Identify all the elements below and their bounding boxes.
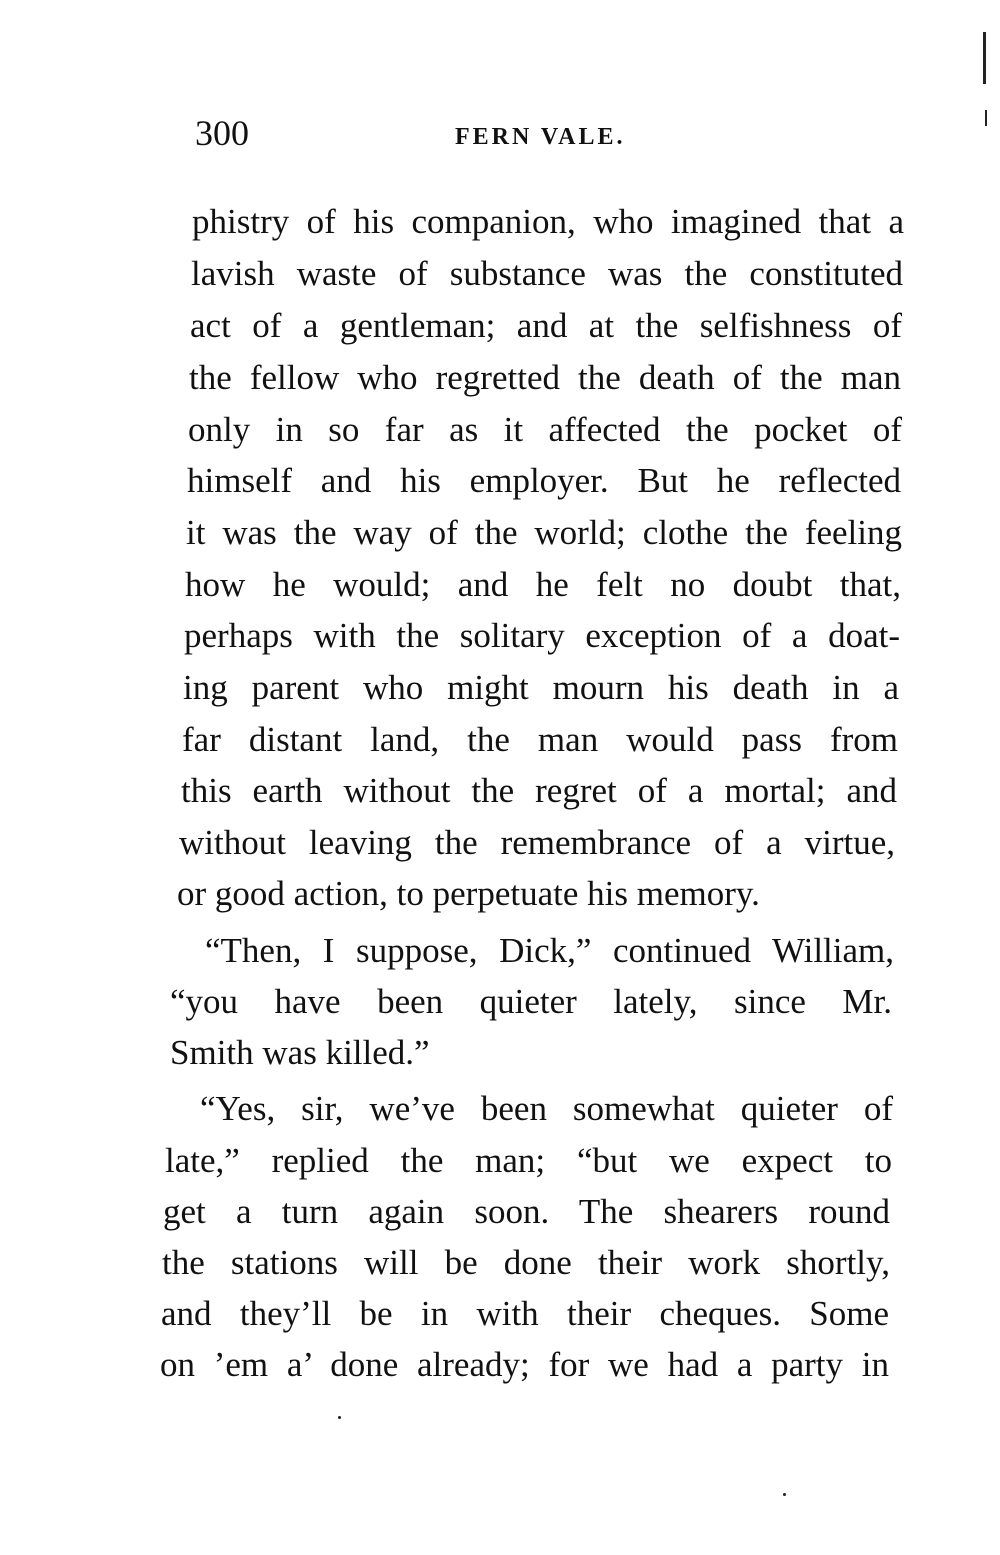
text-line: the stations will be done their work shortly, xyxy=(162,1243,890,1282)
scan-edge-mark xyxy=(985,110,987,126)
scan-speck xyxy=(338,1416,341,1419)
text-line: “you have been quieter lately, since Mr. xyxy=(170,982,892,1021)
text-line: get a turn again soon. The shearers round xyxy=(163,1192,890,1231)
running-head: FERN VALE. xyxy=(455,124,626,150)
page-number: 300 xyxy=(195,113,249,153)
text-line: how he would; and he felt no doubt that, xyxy=(185,565,901,604)
text-line: and they’ll be in with their cheques. Some xyxy=(161,1294,889,1333)
text-line: far distant land, the man would pass from xyxy=(182,720,898,759)
text-line: this earth without the regret of a mortal; and xyxy=(181,771,897,810)
text-line: lavish waste of substance was the constituted xyxy=(191,254,903,293)
text-line: perhaps with the solitary exception of a doat- xyxy=(184,616,900,655)
text-line: the fellow who regretted the death of the man xyxy=(189,358,901,397)
text-line: only in so far as it affected the pocket of xyxy=(188,410,902,449)
text-line: ing parent who might mourn his death in a xyxy=(183,668,899,707)
text-line: “Then, I suppose, Dick,” continued William, xyxy=(205,931,894,970)
text-line: it was the way of the world; clothe the feeling xyxy=(186,513,902,552)
text-line: on ’em a’ done already; for we had a party in xyxy=(160,1345,889,1384)
text-line: act of a gentleman; and at the selfishness of xyxy=(190,306,902,345)
text-line: or good action, to perpetuate his memory. xyxy=(177,874,760,913)
text-line: himself and his employer. But he reflected xyxy=(187,461,901,500)
text-line: Smith was killed.” xyxy=(170,1033,430,1072)
scan-edge-mark xyxy=(983,32,986,84)
text-line: phistry of his companion, who imagined that a xyxy=(192,202,904,241)
text-line: without leaving the remembrance of a virtue, xyxy=(179,823,895,862)
text-line: late,” replied the man; “but we expect to xyxy=(165,1141,892,1180)
scan-speck xyxy=(783,1493,786,1496)
text-line: “Yes, sir, we’ve been somewhat quieter of xyxy=(200,1089,893,1128)
